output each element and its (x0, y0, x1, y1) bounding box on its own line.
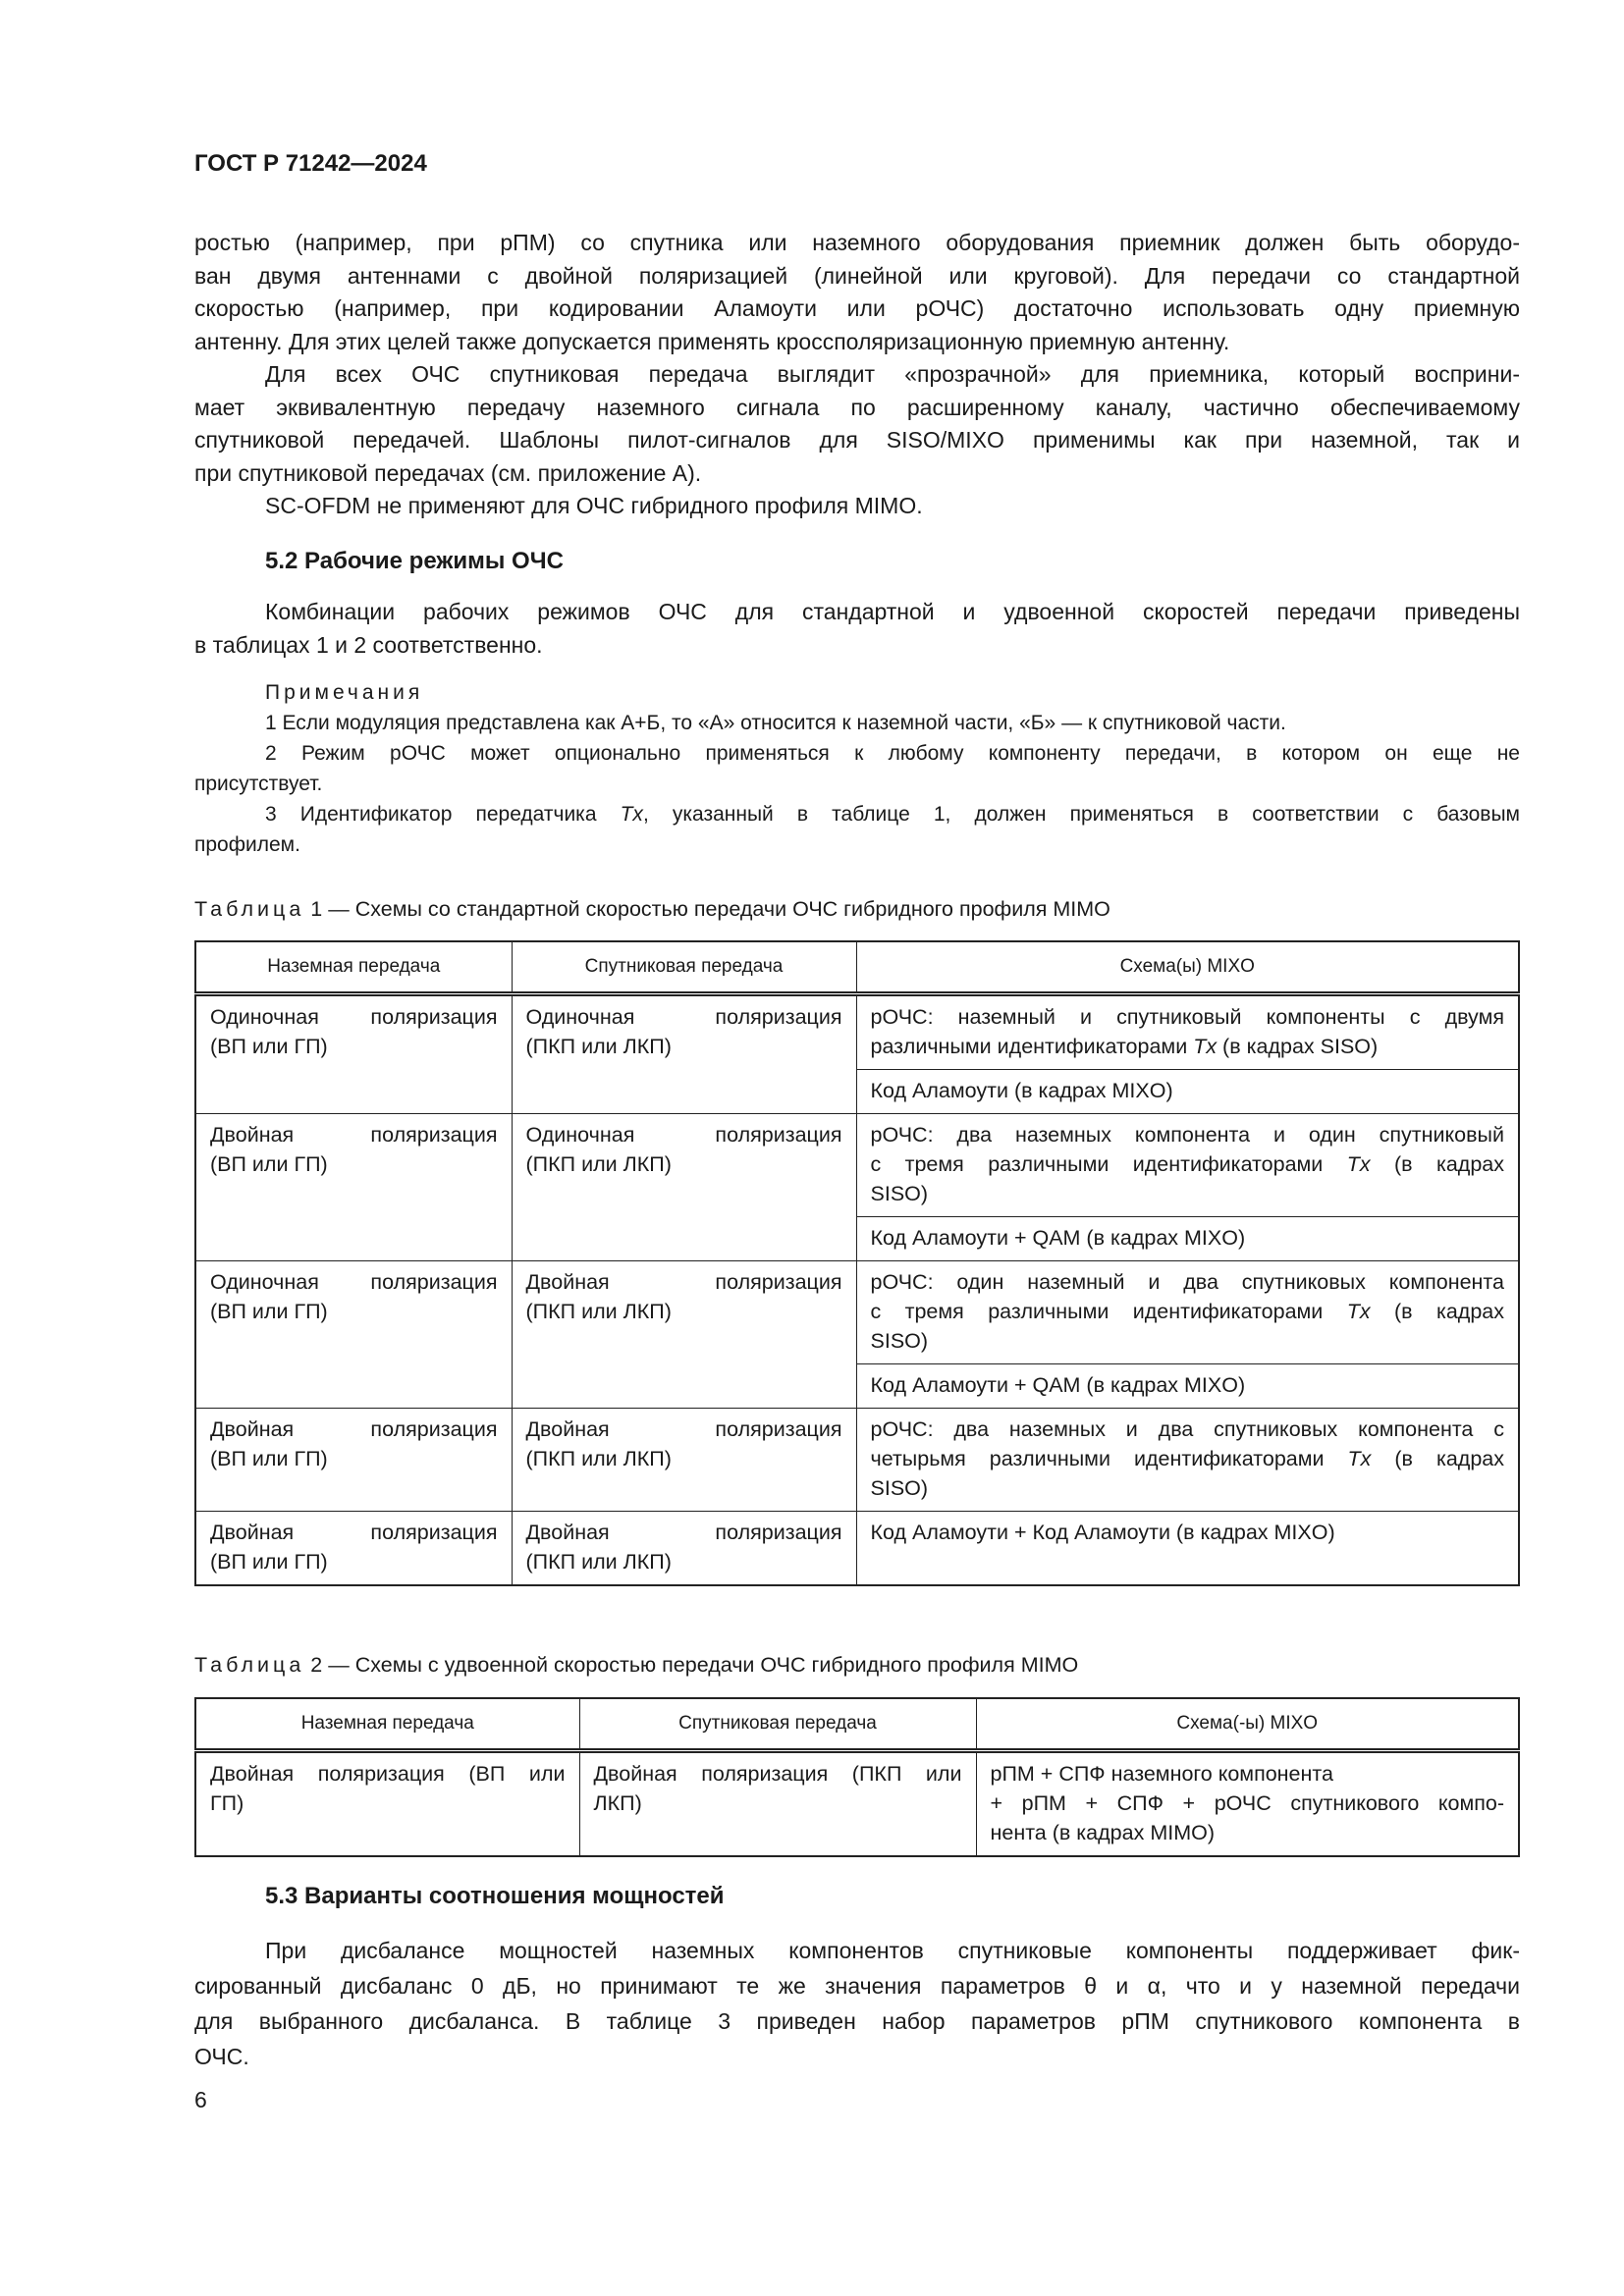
note (194, 738, 1520, 799)
text-line: SISO) (870, 1329, 929, 1353)
table-header-row (195, 1698, 1519, 1751)
text-line: 2 Режим рОЧС может опционально применяться к любому компоненту передачи, в котором он еще не (265, 742, 1520, 765)
text-line: Код Аламоути + QAM (в кадрах MIXO) (870, 1226, 1246, 1250)
table1 (194, 940, 1520, 1586)
text-line: ван двумя антеннами с двойной поляризацией (линейной или круговой). Для передачи со стандартной (194, 262, 1520, 289)
terrestrial-cell (195, 1751, 579, 1857)
text-line: в таблицах 1 и 2 соответственно. (194, 631, 543, 658)
table2-container (194, 1697, 1520, 1857)
text-line: Двойная поляризация (210, 1123, 498, 1147)
scheme-cell (856, 1512, 1519, 1586)
column-header: Спутниковая передача (579, 1698, 976, 1751)
text-line: присутствует. (194, 773, 323, 795)
text-line: с тремя различными идентификаторами Tx (в кадрах (870, 1152, 1504, 1176)
text-line: рОЧС: два наземных компонента и один спутниковый (870, 1123, 1504, 1147)
table-caption-text: 2 — Схемы с удвоенной скоростью передачи ОЧС гибридного профиля MIMO (310, 1653, 1079, 1677)
text-line: ГП) (210, 1791, 244, 1815)
terrestrial-cell (195, 1114, 512, 1261)
intro-text (194, 227, 1520, 523)
text-line: антенну. Для этих целей также допускается применять кроссполяризационную приемную антенну. (194, 328, 1230, 354)
column-header: Схема(-ы) MIXO (976, 1698, 1519, 1751)
table-row (195, 1261, 1519, 1364)
paragraph (194, 358, 1520, 490)
text-line: (ВП или ГП) (210, 1550, 328, 1574)
table1-caption (194, 897, 1520, 922)
column-header: Наземная передача (195, 941, 512, 994)
page-number: 6 (194, 2087, 207, 2112)
text-line: Одиночная поляризация (210, 1005, 498, 1029)
table-caption-text: 1 — Схемы со стандартной скоростью передачи ОЧС гибридного профиля MIMO (310, 897, 1110, 921)
satellite-cell (512, 1512, 856, 1586)
scheme-cell (856, 1070, 1519, 1114)
text-line: ростью (например, при рПМ) со спутника или наземного оборудования приемник должен быть оборудо- (194, 230, 1520, 255)
column-header: Спутниковая передача (512, 941, 856, 994)
scheme-cell (976, 1751, 1519, 1857)
text-line: рОЧС: наземный и спутниковый компоненты с двумя (870, 1005, 1504, 1029)
text-line: Двойная поляризация (525, 1270, 842, 1294)
text-line: Код Аламоути + Код Аламоути (в кадрах MIXO) (870, 1521, 1335, 1544)
text-line: (ПКП или ЛКП) (525, 1447, 672, 1470)
text-line: (ВП или ГП) (210, 1300, 328, 1323)
text-line: спутниковой передачей. Шаблоны пилот-сигналов для SISO/MIXO применимы как при наземной, так и (194, 427, 1520, 453)
notes-title: Примечания (265, 681, 424, 704)
text-line: (ПКП или ЛКП) (525, 1035, 672, 1058)
text-line: рОЧС: два наземных и два спутниковых компонента с (870, 1417, 1504, 1441)
satellite-cell (579, 1751, 976, 1857)
table-caption-prefix: Таблица (194, 1653, 305, 1677)
terrestrial-cell (195, 1261, 512, 1409)
scheme-cell (856, 1409, 1519, 1512)
scheme-cell (856, 994, 1519, 1070)
column-header: Схема(ы) MIXO (856, 941, 1519, 994)
table-row (195, 1409, 1519, 1512)
text-line: рОЧС: один наземный и два спутниковых компонента (870, 1270, 1504, 1294)
text-line: различными идентификаторами Tx (в кадрах SISO) (870, 1035, 1379, 1058)
text-line: Одиночная поляризация (525, 1123, 842, 1147)
text-line: Двойная поляризация (525, 1417, 842, 1441)
scheme-cell (856, 1261, 1519, 1364)
section-heading-5-3: 5.3 Варианты соотношения мощностей (265, 1883, 725, 1909)
table-header-row (195, 941, 1519, 994)
text-line: Двойная поляризация (ВП или (210, 1762, 566, 1786)
text-line: 1 Если модуляция представлена как А+Б, то «А» относится к наземной части, «Б» — к спутниковой части. (265, 712, 1286, 734)
text-line: (ВП или ГП) (210, 1035, 328, 1058)
table-row (195, 1512, 1519, 1586)
text-line: 3 Идентификатор передатчика Tx, указанный в таблице 1, должен применяться в соответствии с базовым (265, 803, 1520, 826)
satellite-cell (512, 1114, 856, 1261)
text-line: четырьмя различными идентификаторами Tx (в кадрах (870, 1447, 1504, 1470)
text-line: Для всех ОЧС спутниковая передача выглядит «прозрачной» для приемника, который восприни- (265, 361, 1520, 387)
text-line: Двойная поляризация (210, 1417, 498, 1441)
text-line: При дисбалансе мощностей наземных компонентов спутниковые компоненты поддерживает фик- (265, 1938, 1520, 1963)
text-line: Двойная поляризация (210, 1521, 498, 1544)
text-line: (ВП или ГП) (210, 1152, 328, 1176)
table-row (195, 994, 1519, 1070)
table2-caption (194, 1653, 1520, 1678)
text-line: SC-OFDM не применяют для ОЧС гибридного профиля MIMO. (265, 493, 923, 518)
satellite-cell (512, 994, 856, 1114)
text-line: SISO) (870, 1476, 929, 1500)
text-line: для выбранного дисбаланса. В таблице 3 приведен набор параметров рПМ спутникового компонента в (194, 2008, 1520, 2034)
satellite-cell (512, 1409, 856, 1512)
terrestrial-cell (195, 1409, 512, 1512)
text-line: Комбинации рабочих режимов ОЧС для стандартной и удвоенной скоростей передачи приведены (265, 599, 1520, 624)
text-line: Двойная поляризация (525, 1521, 842, 1544)
terrestrial-cell (195, 1512, 512, 1586)
table2 (194, 1697, 1520, 1857)
text-line: Двойная поляризация (ПКП или (593, 1762, 962, 1786)
text-line: с тремя различными идентификаторами Tx (в кадрах (870, 1300, 1504, 1323)
text-line: рПМ + СПФ наземного компонента (990, 1762, 1333, 1786)
document-header: ГОСТ Р 71242—2024 (194, 150, 427, 177)
satellite-cell (512, 1261, 856, 1409)
table-row (195, 1751, 1519, 1857)
scheme-cell (856, 1364, 1519, 1409)
text-line: SISO) (870, 1182, 929, 1205)
section-heading-5-2: 5.2 Рабочие режимы ОЧС (265, 548, 564, 574)
paragraph (194, 596, 1520, 662)
text-line: + рПМ + СПФ + рОЧС спутникового компо- (990, 1791, 1504, 1815)
notes-block (194, 677, 1520, 860)
text-line: ОЧС. (194, 2044, 249, 2069)
scheme-cell (856, 1114, 1519, 1217)
text-line: (ВП или ГП) (210, 1447, 328, 1470)
terrestrial-cell (195, 994, 512, 1114)
note (194, 708, 1520, 738)
paragraph (194, 227, 1520, 358)
table1-container (194, 940, 1520, 1586)
text-line: профилем. (194, 833, 300, 856)
text-line: (ПКП или ЛКП) (525, 1300, 672, 1323)
paragraph (194, 490, 1520, 523)
paragraph (194, 1933, 1520, 2074)
scheme-cell (856, 1217, 1519, 1261)
text-line: (ПКП или ЛКП) (525, 1550, 672, 1574)
text-line: Одиночная поляризация (210, 1270, 498, 1294)
text-line: Код Аламоути + QAM (в кадрах MIXO) (870, 1373, 1246, 1397)
note (194, 799, 1520, 860)
text-line: ЛКП) (593, 1791, 642, 1815)
text-line: мает эквивалентную передачу наземного сигнала по расширенному каналу, частично обеспечиваемому (194, 394, 1520, 420)
text-line: (ПКП или ЛКП) (525, 1152, 672, 1176)
table-row (195, 1114, 1519, 1217)
table-caption-prefix: Таблица (194, 897, 305, 921)
text-line: Одиночная поляризация (525, 1005, 842, 1029)
text-line: сированный дисбаланс 0 дБ, но принимают те же значения параметров θ и α, что и у наземной передачи (194, 1973, 1520, 1999)
text-line: Код Аламоути (в кадрах MIXO) (870, 1079, 1173, 1102)
text-line: при спутниковой передачах (см. приложение А). (194, 459, 702, 486)
column-header: Наземная передача (195, 1698, 579, 1751)
text-line: скоростью (например, при кодировании Аламоути или рОЧС) достаточно использовать одну приемную (194, 295, 1520, 321)
text-line: нента (в кадрах MIMO) (990, 1821, 1215, 1844)
